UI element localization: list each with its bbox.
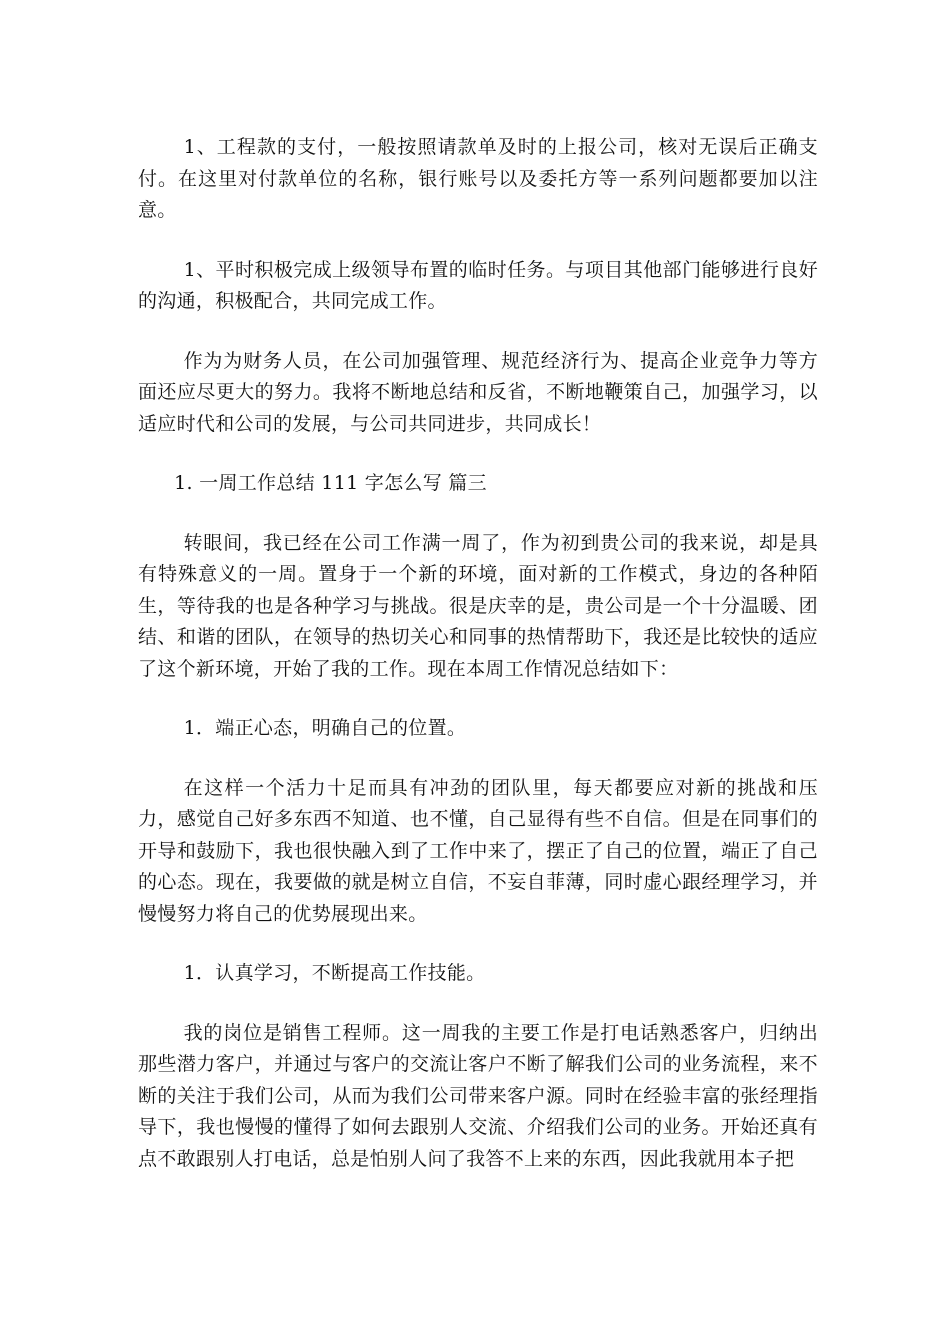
document-body bbox=[138, 132, 818, 1203]
section-heading: 1. 一周工作总结 111 字怎么写 篇三 bbox=[174, 472, 487, 494]
subheading-attitude: 1．端正心态，明确自己的位置。 bbox=[183, 717, 467, 739]
paragraph-temporary-tasks: 1、平时积极完成上级领导布置的临时任务。与项目其他部门能够进行良好的沟通，积极配合，共同完成工作。 bbox=[138, 258, 818, 312]
paragraph-sales-engineer: 我的岗位是销售工程师。这一周我的主要工作是打电话熟悉客户，归纳出那些潜力客户，并通过与客户的交流让客户不断了解我们公司的业务流程，来不断的关注于我们公司，从而为我们公司带来客户源。同时在经验丰富的张经理指导下，我也慢慢的懂得了如何去跟别人交流、介绍我们公司的业务。开始还真有点不敢跟别人打电话，总是怕别人问了我答不上来的东西，因此我就用本子把 bbox=[138, 1021, 818, 1170]
paragraph-payment: 1、工程款的支付，一般按照请款单及时的上报公司，核对无误后正确支付。在这里对付款单位的名称，银行账号以及委托方等一系列问题都要加以注意。 bbox=[138, 136, 818, 221]
subheading-learning: 1．认真学习，不断提高工作技能。 bbox=[183, 962, 486, 984]
paragraph-first-week: 转眼间，我已经在公司工作满一周了，作为初到贵公司的我来说，却是具有特殊意义的一周。置身于一个新的环境，面对新的工作模式，身边的各种陌生，等待我的也是各种学习与挑战。很是庆幸的是，贵公司是一个十分温暖、团结、和谐的团队，在领导的热切关心和同事的热情帮助下，我还是比较快的适应了这个新环境，开始了我的工作。现在本周工作情况总结如下： bbox=[138, 531, 818, 680]
paragraph-finance-effort: 作为为财务人员，在公司加强管理、规范经济行为、提高企业竞争力等方面还应尽更大的努力。我将不断地总结和反省，不断地鞭策自己，加强学习，以适应时代和公司的发展，与公司共同进步，共同成长！ bbox=[138, 349, 818, 435]
paragraph-attitude: 在这样一个活力十足而具有冲劲的团队里，每天都要应对新的挑战和压力，感觉自己好多东西不知道、也不懂，自己显得有些不自信。但是在同事们的开导和鼓励下，我也很快融入到了工作中来了，摆正了自己的位置，端正了自己的心态。现在，我要做的就是树立自信，不妄自菲薄，同时虚心跟经理学习，并慢慢努力将自己的优势展现出来。 bbox=[138, 776, 818, 925]
